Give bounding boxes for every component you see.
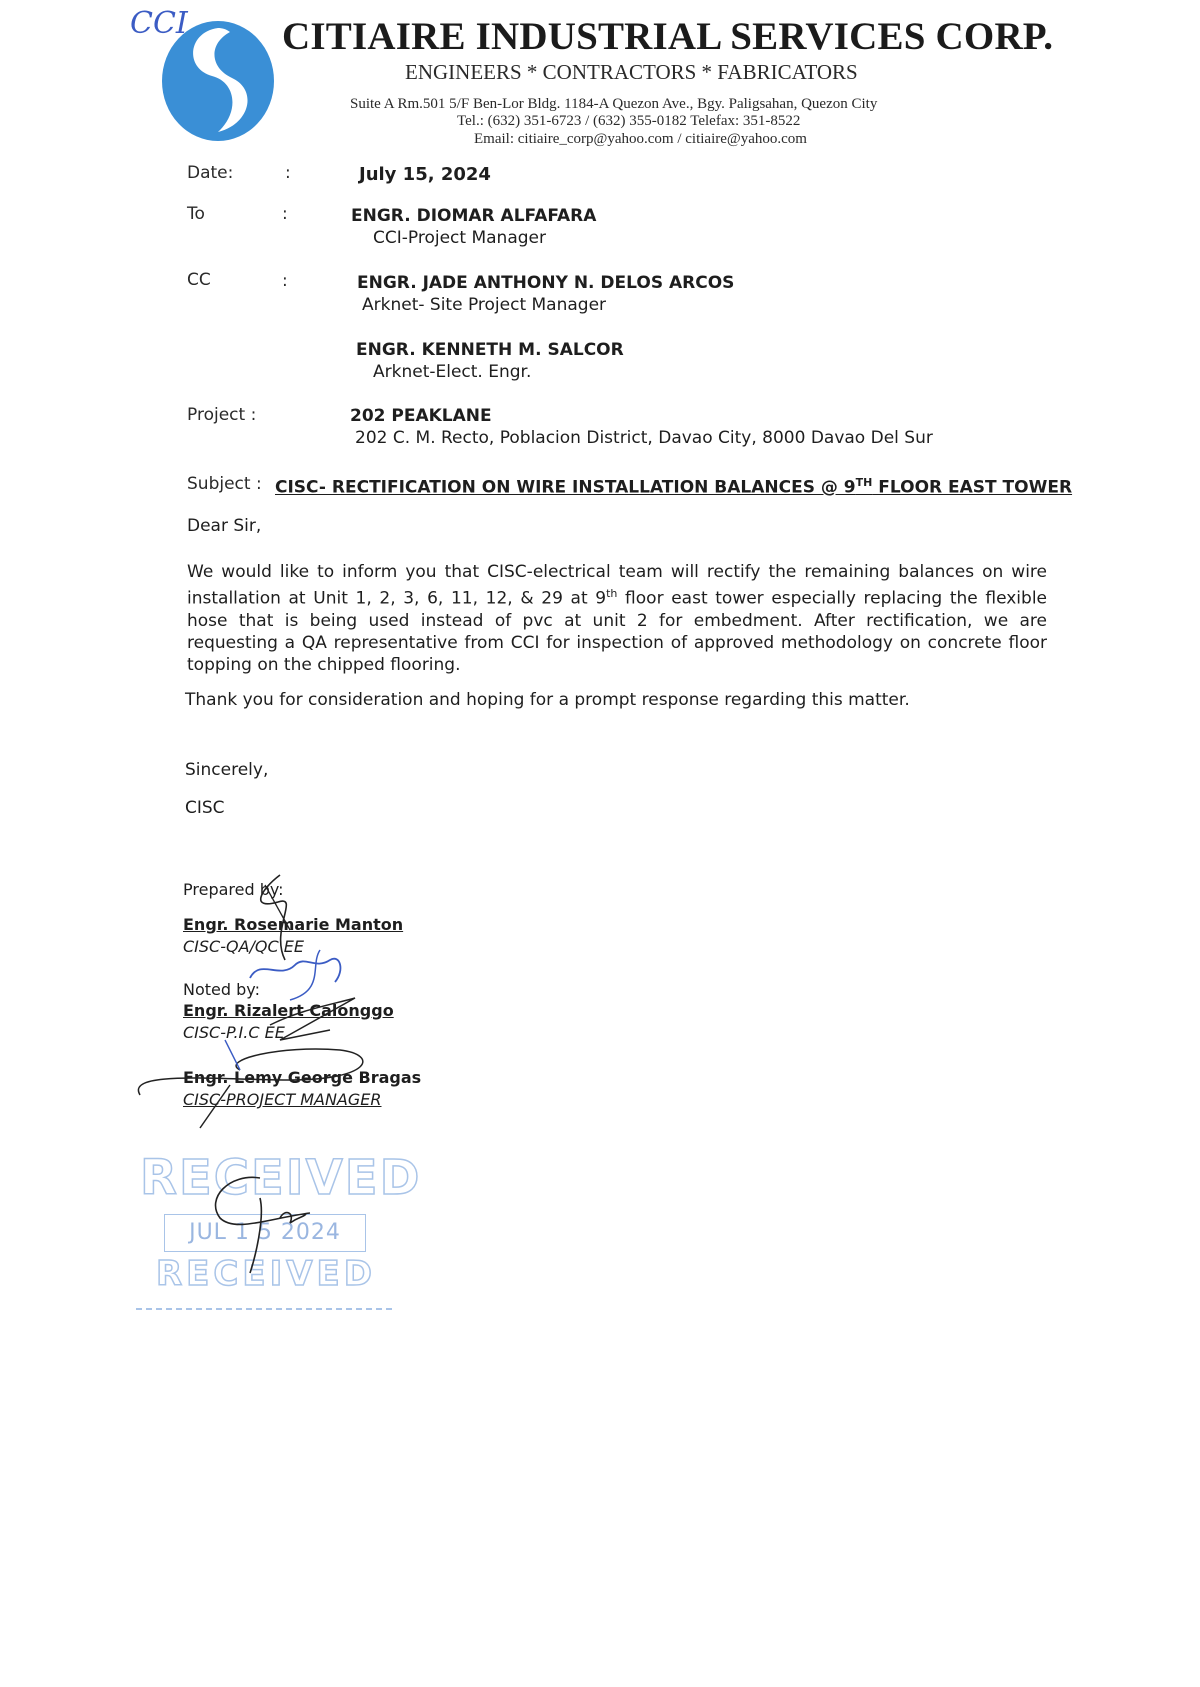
stamp-date: JUL 1 5 2024 <box>164 1214 366 1252</box>
received-stamp <box>140 1150 422 1298</box>
prepared-by-name: Engr. Rosemarie Manton <box>183 915 404 934</box>
company-name: CITIAIRE INDUSTRIAL SERVICES CORP. <box>282 15 1054 58</box>
noted-by-label: Noted by: <box>183 980 260 999</box>
stamp-signature <box>160 1158 380 1278</box>
salutation: Dear Sir, <box>187 516 262 536</box>
project-label: Project : <box>187 405 257 425</box>
cc-role-2: Arknet-Elect. Engr. <box>373 362 532 382</box>
project-name: 202 PEAKLANE <box>350 406 492 426</box>
subject-label: Subject : <box>187 474 262 494</box>
date-colon: : <box>285 163 291 183</box>
to-colon: : <box>282 204 288 224</box>
handwritten-mark: CCI <box>130 6 188 41</box>
to-role: CCI-Project Manager <box>373 228 546 248</box>
subject-text: CISC- RECTIFICATION ON WIRE INSTALLATION BALANCES @ 9 <box>275 477 856 498</box>
project-address: 202 C. M. Recto, Poblacion District, Davao City, 8000 Davao Del Sur <box>355 428 933 448</box>
prepared-by-label: Prepared by: <box>183 880 284 899</box>
paragraph-1-text-cont: floor east tower especially replacing the flexible hose that is being used instead of pvc at unit 2 for embedment. After rectification, we are requesting a QA representative from CCI for inspection of approved methodology on concrete floor topping on the chipped flooring. <box>187 588 1048 675</box>
to-label: To <box>187 204 205 224</box>
date-label: Date: <box>187 163 234 183</box>
paragraph-1-superscript: th <box>606 587 618 600</box>
date-value: July 15, 2024 <box>359 164 491 185</box>
project-manager-role: CISC-PROJECT MANAGER <box>183 1090 382 1109</box>
company-tagline: ENGINEERS * CONTRACTORS * FABRICATORS <box>405 60 858 84</box>
body-paragraph-1 <box>187 561 1047 676</box>
project-manager-name: Engr. Lemy George Bragas <box>183 1068 422 1087</box>
subject-superscript: TH <box>855 476 873 489</box>
company-logo <box>160 20 276 142</box>
cc-label: CC <box>187 270 211 290</box>
prepared-by-role: CISC-QA/QC EE <box>183 937 304 956</box>
subject-line <box>275 476 1072 498</box>
cc-colon: : <box>282 271 288 291</box>
noted-by-name: Engr. Rizalert Calonggo <box>183 1001 394 1020</box>
stamp-dashed-line <box>136 1308 392 1310</box>
noted-by-role: CISC-P.I.C EE <box>183 1023 285 1042</box>
closing: Sincerely, <box>185 760 269 780</box>
cc-role-1: Arknet- Site Project Manager <box>362 295 607 315</box>
to-name: ENGR. DIOMAR ALFAFARA <box>351 206 597 226</box>
paragraph-1-text: We would like to inform you that CISC-electrical team will rectify the remaining balances on wire installation at Unit 1, 2, 3, 6, 11, 12, & 29 at 9 <box>187 562 1047 609</box>
cc-name-1: ENGR. JADE ANTHONY N. DELOS ARCOS <box>357 273 735 293</box>
company-phone: Tel.: (632) 351-6723 / (632) 355-0182 Telefax: 351-8522 <box>457 113 801 129</box>
subject-tail: FLOOR EAST TOWER <box>872 477 1073 498</box>
company-address: Suite A Rm.501 5/F Ben-Lor Bldg. 1184-A Quezon Ave., Bgy. Paligsahan, Quezon City <box>350 96 878 112</box>
signature-scribbles <box>130 870 430 1140</box>
stamp-word-bottom: RECEIVED <box>156 1254 376 1294</box>
cc-name-2: ENGR. KENNETH M. SALCOR <box>356 340 624 360</box>
body-paragraph-2: Thank you for consideration and hoping for a prompt response regarding this matter. <box>185 690 910 710</box>
stamp-word-top: RECEIVED <box>140 1150 422 1206</box>
company-email: Email: citiaire_corp@yahoo.com / citiaire@yahoo.com <box>474 131 807 147</box>
closing-org: CISC <box>185 798 225 818</box>
